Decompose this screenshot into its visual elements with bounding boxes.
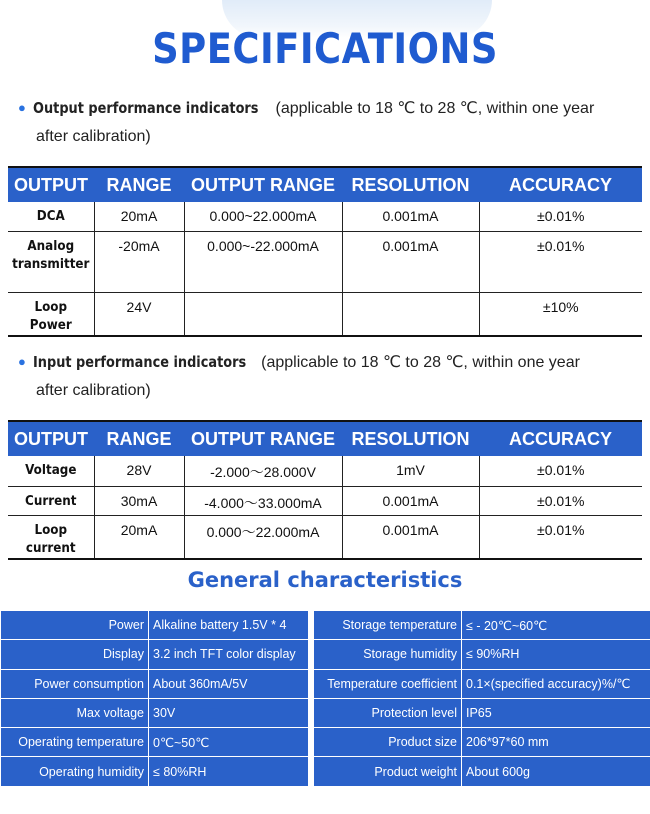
output-range-cell: 0.000~22.000mA: [184, 202, 342, 231]
general-table-right: [313, 610, 650, 787]
spec-row: [314, 669, 650, 698]
row-label: Voltage: [11, 456, 90, 486]
spec-row: [314, 698, 650, 727]
spec-label: Display: [1, 640, 149, 669]
spec-row: [1, 757, 309, 786]
spec-row: [1, 728, 309, 757]
resolution-cell: 0.001mA: [342, 515, 479, 559]
spec-label: Storage temperature: [314, 611, 462, 640]
col-header-accuracy: ACCURACY: [479, 421, 642, 456]
spec-value: About 600g: [462, 757, 650, 786]
table-row: [8, 456, 642, 486]
input-section-heading: [18, 348, 628, 405]
output-heading-bold: Output performance indicators: [32, 99, 259, 117]
spec-row: [314, 728, 650, 757]
accuracy-cell: ±10%: [479, 292, 642, 336]
col-header-range: RANGE: [94, 421, 184, 456]
spec-row: [314, 611, 650, 640]
resolution-cell: 0.001mA: [342, 486, 479, 515]
table-row: [8, 231, 642, 292]
col-header-range: RANGE: [94, 167, 184, 202]
input-heading-bold: Input performance indicators: [32, 353, 247, 371]
spec-value: ≤ 80%RH: [149, 757, 309, 786]
table-header-row: [8, 421, 642, 456]
range-cell: -20mA: [94, 231, 184, 292]
row-label: Loop Power: [11, 292, 90, 336]
spec-label: Protection level: [314, 698, 462, 727]
spec-value: 0.1×(specified accuracy)%/℃: [462, 669, 650, 698]
spec-row: [1, 669, 309, 698]
range-cell: 30mA: [94, 486, 184, 515]
spec-value: 0℃~50℃: [149, 728, 309, 757]
spec-row: [314, 640, 650, 669]
spec-row: [1, 640, 309, 669]
output-range-cell: 0.000~-22.000mA: [184, 231, 342, 292]
row-label: DCA: [11, 202, 90, 231]
row-label: Loop current: [11, 515, 90, 559]
table-row: [8, 515, 642, 559]
spec-row: [314, 757, 650, 786]
col-header-output: OUTPUT: [8, 421, 94, 456]
spec-label: Product weight: [314, 757, 462, 786]
table-header-row: [8, 167, 642, 202]
accuracy-cell: ±0.01%: [479, 515, 642, 559]
spec-value: ≤ 90%RH: [462, 640, 650, 669]
col-header-resolution: RESOLUTION: [342, 421, 479, 456]
resolution-cell: 1mV: [342, 456, 479, 486]
resolution-cell: [342, 292, 479, 336]
spec-label: Operating temperature: [1, 728, 149, 757]
spec-value: Alkaline battery 1.5V * 4: [149, 611, 309, 640]
output-heading-line2: after calibration): [36, 128, 151, 145]
table-row: [8, 202, 642, 231]
spec-label: Power consumption: [1, 669, 149, 698]
spec-label: Product size: [314, 728, 462, 757]
general-table-left: [0, 610, 309, 787]
resolution-cell: 0.001mA: [342, 202, 479, 231]
spec-value: 30V: [149, 698, 309, 727]
spec-value: 206*97*60 mm: [462, 728, 650, 757]
row-label: Current: [11, 486, 90, 515]
spec-label: Power: [1, 611, 149, 640]
range-cell: 28V: [94, 456, 184, 486]
input-heading-line2: after calibration): [36, 382, 151, 399]
range-cell: 20mA: [94, 515, 184, 559]
output-range-cell: -4.000〜33.000mA: [184, 486, 342, 515]
accuracy-cell: ±0.01%: [479, 231, 642, 292]
col-header-output-range: OUTPUT RANGE: [184, 421, 342, 456]
accuracy-cell: ±0.01%: [479, 486, 642, 515]
output-range-cell: 0.000〜22.000mA: [184, 515, 342, 559]
col-header-accuracy: ACCURACY: [479, 167, 642, 202]
resolution-cell: 0.001mA: [342, 231, 479, 292]
spec-label: Storage humidity: [314, 640, 462, 669]
bullet-icon: ●: [18, 354, 26, 369]
output-range-cell: -2.000〜28.000V: [184, 456, 342, 486]
col-header-output: OUTPUT: [8, 167, 94, 202]
spec-label: Operating humidity: [1, 757, 149, 786]
row-label: Analog transmitter: [11, 231, 90, 292]
table-row: [8, 486, 642, 515]
spec-value: 3.2 inch TFT color display: [149, 640, 309, 669]
spec-value: ≤ - 20℃~60℃: [462, 611, 650, 640]
range-cell: 20mA: [94, 202, 184, 231]
input-heading-line1: (applicable to 18 ℃ to 28 ℃, within one year: [256, 354, 580, 371]
table-row: [8, 292, 642, 336]
page-title: SPECIFICATIONS: [152, 24, 498, 73]
general-characteristics-title: General characteristics: [187, 568, 463, 592]
spec-row: [1, 698, 309, 727]
output-table: [8, 166, 642, 337]
output-section-heading: [18, 94, 628, 151]
col-header-output-range: OUTPUT RANGE: [184, 167, 342, 202]
col-header-resolution: RESOLUTION: [342, 167, 479, 202]
spec-label: Max voltage: [1, 698, 149, 727]
output-range-cell: [184, 292, 342, 336]
spec-value: IP65: [462, 698, 650, 727]
accuracy-cell: ±0.01%: [479, 456, 642, 486]
spec-value: About 360mA/5V: [149, 669, 309, 698]
spec-row: [1, 611, 309, 640]
accuracy-cell: ±0.01%: [479, 202, 642, 231]
input-table: [8, 420, 642, 560]
range-cell: 24V: [94, 292, 184, 336]
output-heading-line1: (applicable to 18 ℃ to 28 ℃, within one year: [271, 100, 595, 117]
spec-label: Temperature coefficient: [314, 669, 462, 698]
bullet-icon: ●: [18, 100, 26, 115]
